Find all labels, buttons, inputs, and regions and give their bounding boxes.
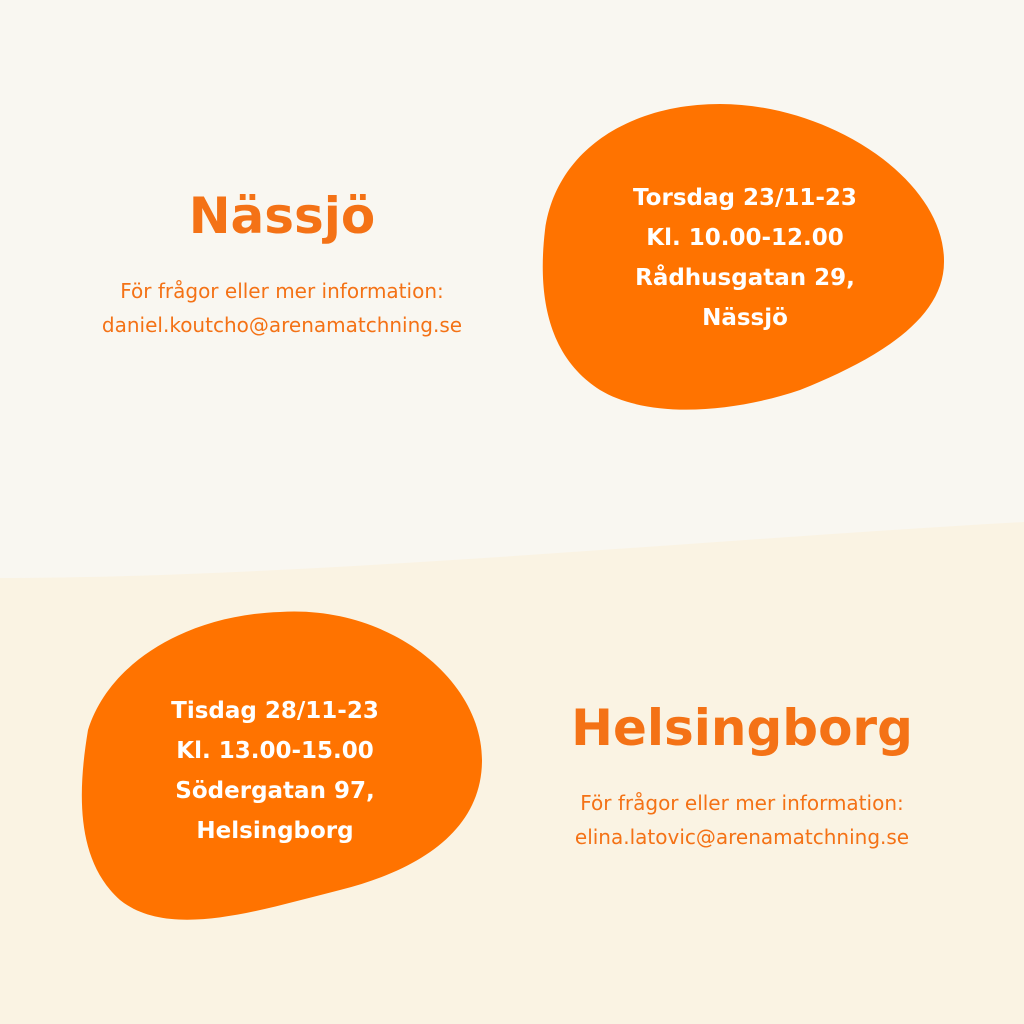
nassjo-event-place: Nässjö <box>702 305 788 331</box>
nassjo-event-time: Kl. 10.00-12.00 <box>646 225 844 251</box>
nassjo-title: Nässjö <box>188 187 376 245</box>
helsingborg-contact <box>492 786 992 854</box>
helsingborg-title: Helsingborg <box>571 699 913 757</box>
helsingborg-event-place: Helsingborg <box>196 818 354 844</box>
nassjo-event-details <box>585 178 905 338</box>
helsingborg-event-address: Södergatan 97, <box>175 778 375 804</box>
helsingborg-event-date: Tisdag 28/11-23 <box>171 698 379 724</box>
helsingborg-info-line: För frågor eller mer information: <box>580 791 904 815</box>
nassjo-email-link[interactable]: daniel.koutcho@arenamatchning.se <box>101 313 463 337</box>
helsingborg-event-details <box>115 691 435 851</box>
nassjo-event-date: Torsdag 23/11-23 <box>633 185 857 211</box>
helsingborg-email-link[interactable]: elina.latovic@arenamatchning.se <box>574 825 910 849</box>
helsingborg-event-time: Kl. 13.00-15.00 <box>176 738 374 764</box>
nassjo-info-line: För frågor eller mer information: <box>120 279 444 303</box>
nassjo-contact <box>32 274 532 342</box>
nassjo-event-address: Rådhusgatan 29, <box>635 265 855 291</box>
